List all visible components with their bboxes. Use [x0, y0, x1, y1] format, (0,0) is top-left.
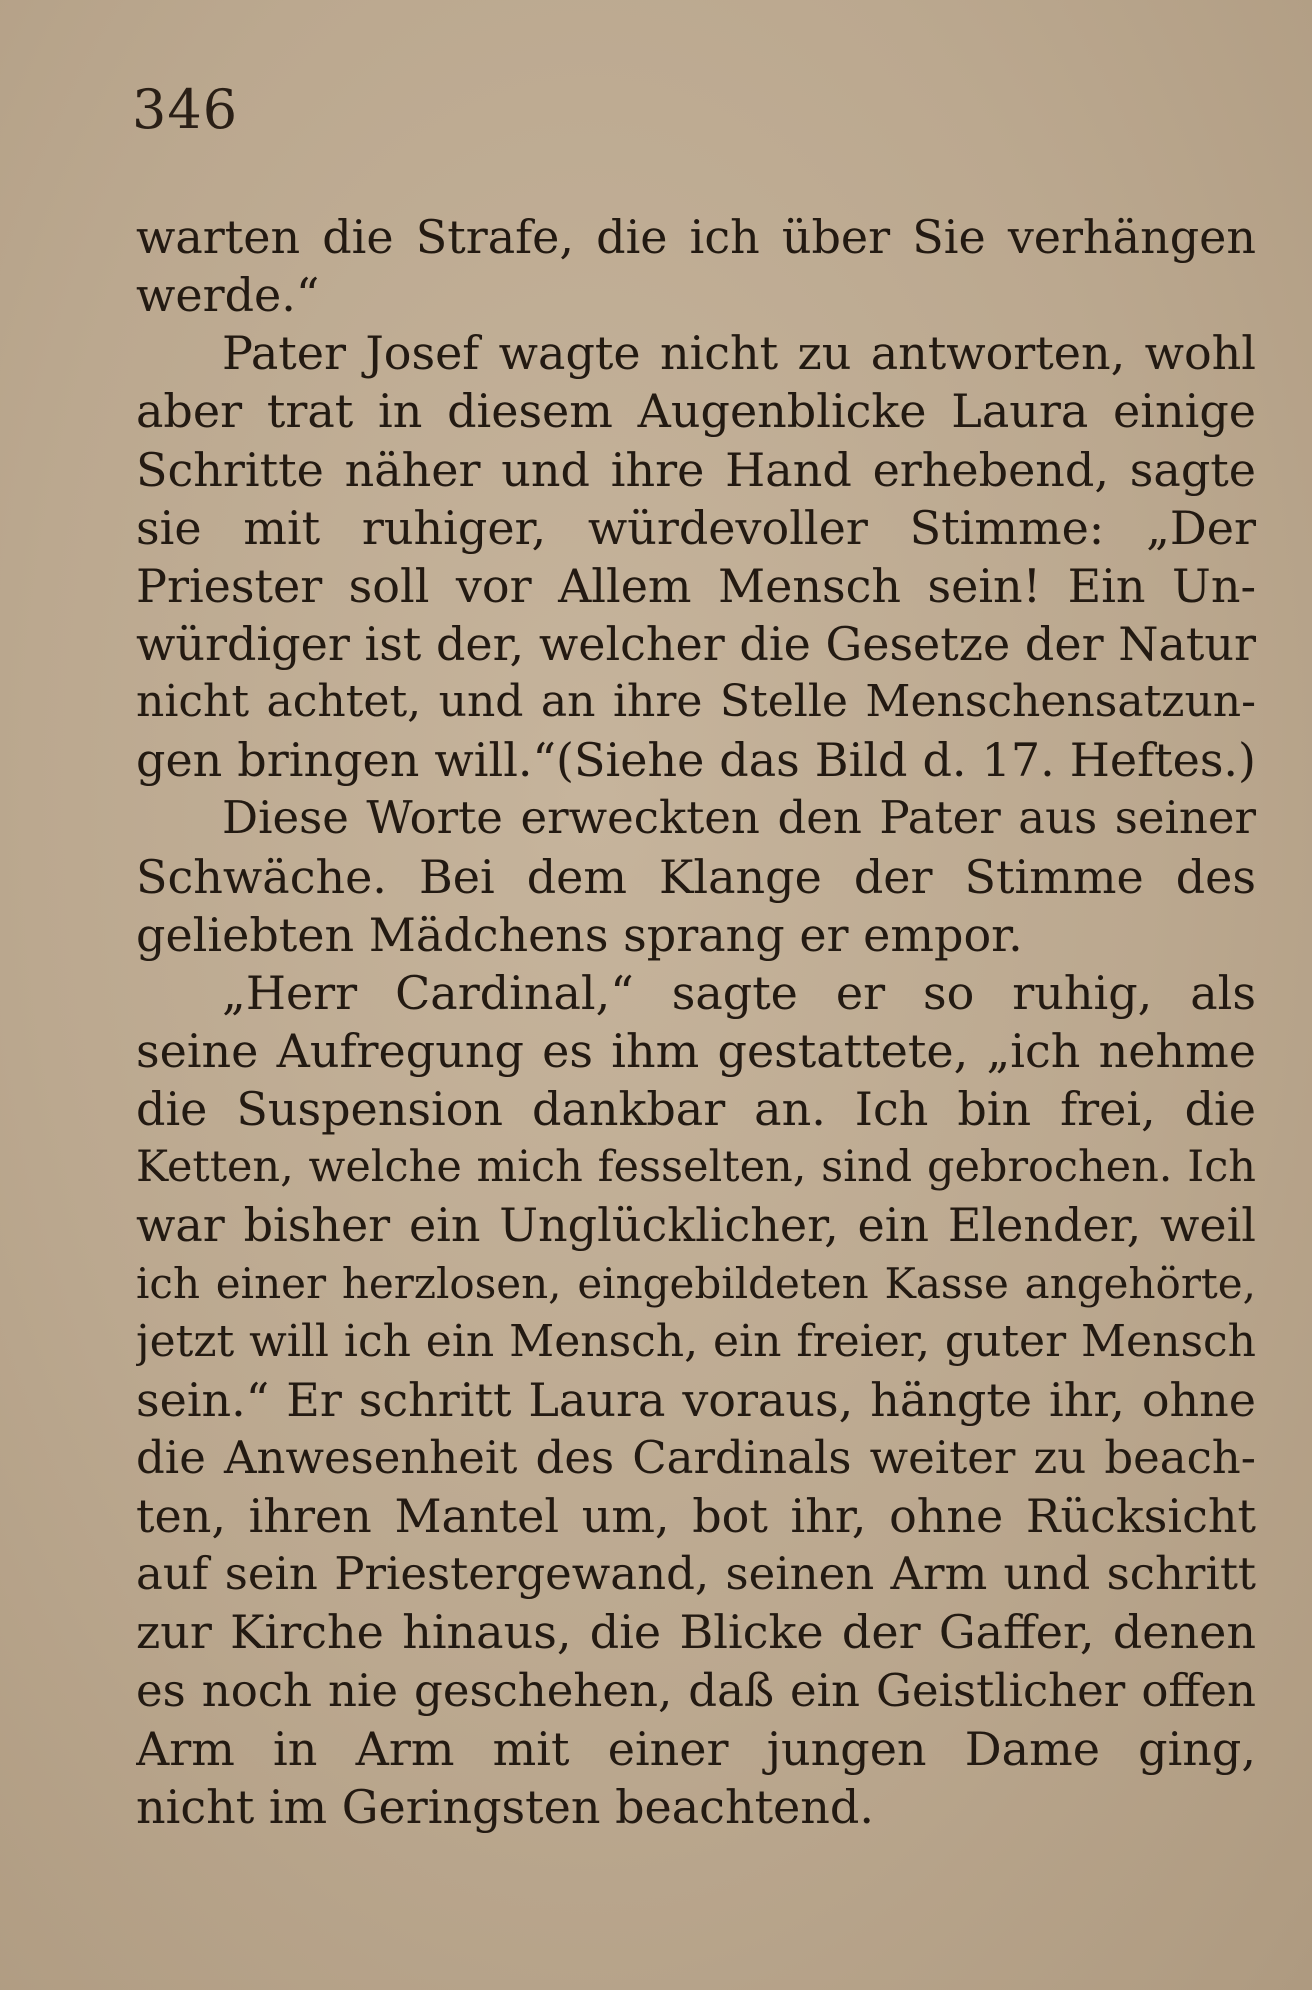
text-line: jetzt will ich ein Mensch, ein freier, guter Mensch	[136, 1315, 1256, 1367]
text-line: auf sein Priestergewand, seinen Arm und schritt	[136, 1547, 1256, 1601]
text-line: würdiger ist der, welcher die Gesetze der Natur	[136, 616, 1256, 671]
text-line: Schritte näher und ihre Hand erhebend, sagte	[136, 442, 1256, 497]
text-line: sie mit ruhiger, würdevoller Stimme: „Der	[136, 500, 1256, 555]
text-line: gen bringen will.“(Siehe das Bild d. 17. Heftes.)	[136, 733, 1256, 788]
text-line: warten die Strafe, die ich über Sie verhängen	[136, 210, 1256, 264]
text-line: zur Kirche hinaus, die Blicke der Gaffer, denen	[136, 1605, 1256, 1660]
text-line: es noch nie geschehen, daß ein Geistlicher offen	[136, 1663, 1256, 1717]
text-line: aber trat in diesem Augenblicke Laura einige	[136, 384, 1256, 439]
text-line: Pater Josef wagte nicht zu antworten, wohl	[222, 326, 1256, 381]
text-line: geliebten Mädchens sprang er empor.	[136, 907, 1023, 962]
text-line: die Suspension dankbar an. Ich bin frei, die	[136, 1082, 1256, 1137]
text-line: ten, ihren Mantel um, bot ihr, ohne Rücksicht	[136, 1489, 1256, 1544]
page-number: 346	[132, 78, 239, 141]
text-line: seine Aufregung es ihm gestattete, „ich nehme	[136, 1023, 1256, 1078]
text-line: war bisher ein Unglücklicher, ein Elender, weil	[136, 1198, 1256, 1253]
text-line: die Anwesenheit des Cardinals weiter zu beach-	[136, 1430, 1256, 1484]
text-line: „Herr Cardinal,“ sagte er so ruhig, als	[222, 965, 1256, 1020]
body-text	[136, 208, 1256, 1836]
text-line: werde.“	[136, 268, 320, 323]
text-line: Schwäche. Bei dem Klange der Stimme des	[136, 849, 1256, 904]
text-line: Ketten, welche mich fesselten, sind gebrochen. Ich	[136, 1142, 1256, 1193]
text-line: nicht achtet, und an ihre Stelle Menschensatzun-	[136, 676, 1256, 728]
text-line: Priester soll vor Allem Mensch sein! Ein Un-	[136, 558, 1256, 613]
text-line: Arm in Arm mit einer jungen Dame ging,	[136, 1721, 1256, 1776]
text-line: Diese Worte erweckten den Pater aus seiner	[222, 791, 1256, 845]
text-line: ich einer herzlosen, eingebildeten Kasse angehörte,	[136, 1258, 1256, 1308]
text-line: nicht im Geringsten beachtend.	[136, 1779, 874, 1834]
text-line: sein.“ Er schritt Laura voraus, hängte ihr, ohne	[136, 1372, 1256, 1427]
